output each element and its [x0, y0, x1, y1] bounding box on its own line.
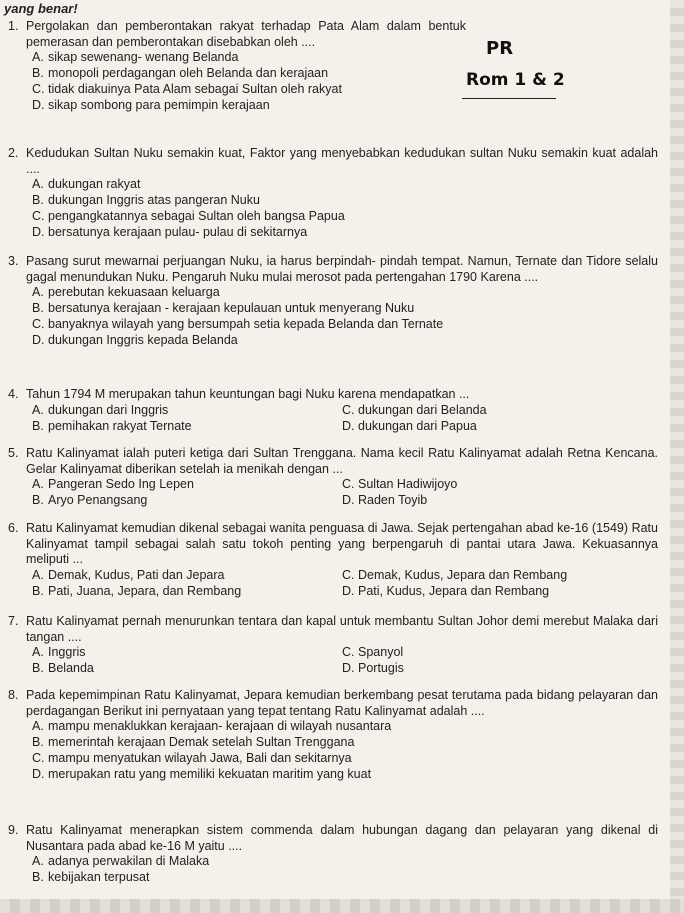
option-c[interactable]: C. dukungan dari Belanda — [342, 402, 487, 417]
option-b[interactable]: B. Belanda — [32, 661, 94, 676]
option-b[interactable]: B. Aryo Penangsang — [32, 493, 148, 508]
option-d[interactable]: D. Pati, Kudus, Jepara dan Rembang — [342, 583, 550, 598]
option-c[interactable]: C. banyaknya wilayah yang bersumpah setia kepada Belanda dan Ternate — [32, 317, 444, 332]
option-d[interactable]: D. bersatunya kerajaan pulau- pulau di sekitarnya — [32, 225, 308, 240]
option-b[interactable]: B. bersatunya kerajaan - kerajaan kepulauan untuk menyerang Nuku — [32, 301, 415, 316]
handwritten-note-pr: PR — [486, 38, 514, 59]
option-d[interactable]: D. merupakan ratu yang memiliki kekuatan maritim yang kuat — [32, 767, 372, 782]
question-text: Ratu Kalinyamat menerapkan sistem commenda dalam hubungan dagang dan pelayaran yang dikenal di Nusantara pada abad ke-16 M yaitu .... — [26, 823, 658, 853]
option-c[interactable]: C. mampu menyatukan wilayah Jawa, Bali dan sekitarnya — [32, 751, 352, 766]
option-a[interactable]: A. sikap sewenang- wenang Belanda — [32, 50, 239, 65]
question-text: Kedudukan Sultan Nuku semakin kuat, Faktor yang menyebabkan kedudukan sultan Nuku semakin kuat adalah .... — [26, 146, 658, 176]
question-text: Ratu Kalinyamat ialah puteri ketiga dari Sultan Trenggana. Nama kecil Ratu Kalinyamat adalah Retna Kencana. Gelar Kalinyamat diberikan setelah ia menikah dengan ... — [26, 446, 658, 476]
question-3: 3. Pasang surut mewarnai perjuangan Nuku, ia harus berpindah- pindah tempat. Namun, Ternate dan Tidore selalu gagal menundukan Nuku. Pengaruh Nuku mulai merosot pada pertengahan 1790 Karena .... A. perebutan kekuasaan keluarga B. bersatunya kerajaan - kerajaan kepulauan untuk menyerang Nuku C. banyaknya wilayah yang bersumpah setia kepada Belanda dan Ternate D. dukungan Inggris kepada Belanda — [8, 254, 658, 348]
question-text: Pada kepemimpinan Ratu Kalinyamat, Jepara kemudian berkembang pesat terutama pada bidang pelayaran dan perdagangan Berikut ini pernyataan yang tepat tentang Ratu Kalinyamat adalah .... — [26, 688, 658, 718]
option-d[interactable]: D. sikap sombong para pemimpin kerajaan — [32, 98, 270, 113]
right-border-decoration — [670, 0, 684, 913]
option-d[interactable]: D. dukungan Inggris kepada Belanda — [32, 333, 238, 348]
question-text: Ratu Kalinyamat pernah menurunkan tentara dan kapal untuk membantu Sultan Johor demi merebut Malaka dari tangan .... — [26, 614, 658, 644]
question-4: 4. Tahun 1794 M merupakan tahun keuntungan bagi Nuku karena mendapatkan ... A. dukungan dari Inggris C. dukungan dari Belanda B. pemihakan rakyat Ternate D. dukungan dari Papua — [8, 387, 658, 435]
option-a[interactable]: A. Pangeran Sedo Ing Lepen — [32, 477, 194, 492]
bottom-border-decoration — [0, 899, 684, 913]
option-b[interactable]: B. dukungan Inggris atas pangeran Nuku — [32, 193, 260, 208]
page-header: yang benar! — [4, 1, 78, 16]
option-d[interactable]: D. Portugis — [342, 661, 404, 676]
option-c[interactable]: C. Demak, Kudus, Jepara dan Rembang — [342, 567, 568, 582]
option-d[interactable]: D. Raden Toyib — [342, 493, 428, 508]
option-a[interactable]: A. Demak, Kudus, Pati dan Jepara — [32, 567, 225, 582]
option-b[interactable]: B. monopoli perdagangan oleh Belanda dan kerajaan — [32, 66, 329, 81]
option-a[interactable]: A. dukungan dari Inggris — [32, 402, 169, 417]
question-2: 2. Kedudukan Sultan Nuku semakin kuat, Faktor yang menyebabkan kedudukan sultan Nuku semakin kuat adalah .... A. dukungan rakyat B. dukungan Inggris atas pangeran Nuku C. pengangkatannya sebagai Sultan oleh bangsa Papua D. bersatunya kerajaan pulau- pulau di sekitarnya — [8, 146, 658, 240]
question-6: 6. Ratu Kalinyamat kemudian dikenal sebagai wanita penguasa di Jawa. Sejak pertengahan abad ke-16 (1549) Ratu Kalinyamat tampil sebagai salah satu tokoh penting yang berpengaruh di pantai utara Jawa. Kekuasannya meliputi ... A. Demak, Kudus, Pati dan Jepara C. Demak, Kudus, Jepara dan Rembang B. Pati, Juana, Jepara, dan Rembang D. Pati, Kudus, Jepara dan Rembang — [8, 521, 658, 598]
question-5: 5. Ratu Kalinyamat ialah puteri ketiga dari Sultan Trenggana. Nama kecil Ratu Kalinyamat adalah Retna Kencana. Gelar Kalinyamat diberikan setelah ia menikah dengan ... A. Pangeran Sedo Ing Lepen C. Sultan Hadiwijoyo B. Aryo Penangsang D. Raden Toyib — [8, 446, 658, 508]
option-b[interactable]: B. memerintah kerajaan Demak setelah Sultan Trenggana — [32, 735, 355, 750]
question-text: Ratu Kalinyamat kemudian dikenal sebagai wanita penguasa di Jawa. Sejak pertengahan abad ke-16 (1549) Ratu Kalinyamat tampil sebagai salah satu tokoh penting yang berpengaruh di pantai utara Jawa. Kekuasannya meliputi ... — [26, 521, 658, 566]
handwritten-note-rom: Rom 1 & 2 — [466, 70, 565, 90]
question-7: 7. Ratu Kalinyamat pernah menurunkan tentara dan kapal untuk membantu Sultan Johor demi merebut Malaka dari tangan .... A. Inggris C. Spanyol B. Belanda D. Portugis — [8, 614, 658, 676]
option-c[interactable]: C. tidak diakuinya Pata Alam sebagai Sultan oleh rakyat — [32, 82, 342, 97]
option-c[interactable]: C. Spanyol — [342, 645, 404, 660]
option-b[interactable]: B. kebijakan terpusat — [32, 870, 150, 885]
question-9: 9. Ratu Kalinyamat menerapkan sistem commenda dalam hubungan dagang dan pelayaran yang dikenal di Nusantara pada abad ke-16 M yaitu .... A. adanya perwakilan di Malaka B. kebijakan terpusat — [8, 823, 658, 885]
option-d[interactable]: D. dukungan dari Papua — [342, 418, 477, 433]
question-number: 1. — [8, 19, 19, 33]
option-a[interactable]: A. Inggris — [32, 645, 86, 660]
option-c[interactable]: C. pengangkatannya sebagai Sultan oleh bangsa Papua — [32, 209, 345, 224]
option-a[interactable]: A. dukungan rakyat — [32, 177, 141, 192]
question-text: Pasang surut mewarnai perjuangan Nuku, ia harus berpindah- pindah tempat. Namun, Ternate dan Tidore selalu gagal menundukan Nuku. Pengaruh Nuku mulai merosot pada pertengahan 1790 Karena .... — [26, 254, 658, 284]
option-a[interactable]: A. adanya perwakilan di Malaka — [32, 854, 210, 869]
option-a[interactable]: A. mampu menaklukkan kerajaan- kerajaan di wilayah nusantara — [32, 719, 392, 734]
question-1 — [8, 19, 658, 114]
option-b[interactable]: B. pemihakan rakyat Ternate — [32, 418, 192, 433]
question-text: Pergolakan dan pemberontakan rakyat terhadap Pata Alam dalam bentuk pemerasan dan pemberontakan disebabkan oleh .... — [26, 19, 466, 49]
question-8: 8. Pada kepemimpinan Ratu Kalinyamat, Jepara kemudian berkembang pesat terutama pada bidang pelayaran dan perdagangan Berikut ini pernyataan yang tepat tentang Ratu Kalinyamat adalah .... A. mampu menaklukkan kerajaan- kerajaan di wilayah nusantara B. memerintah kerajaan Demak setelah Sultan Trenggana C. mampu menyatukan wilayah Jawa, Bali dan sekitarnya D. merupakan ratu yang memiliki kekuatan maritim yang kuat — [8, 688, 658, 782]
question-text: Tahun 1794 M merupakan tahun keuntungan bagi Nuku karena mendapatkan ... — [26, 387, 470, 401]
option-a[interactable]: A. perebutan kekuasaan keluarga — [32, 285, 220, 300]
option-b[interactable]: B. Pati, Juana, Jepara, dan Rembang — [32, 583, 242, 598]
option-c[interactable]: C. Sultan Hadiwijoyo — [342, 477, 458, 492]
